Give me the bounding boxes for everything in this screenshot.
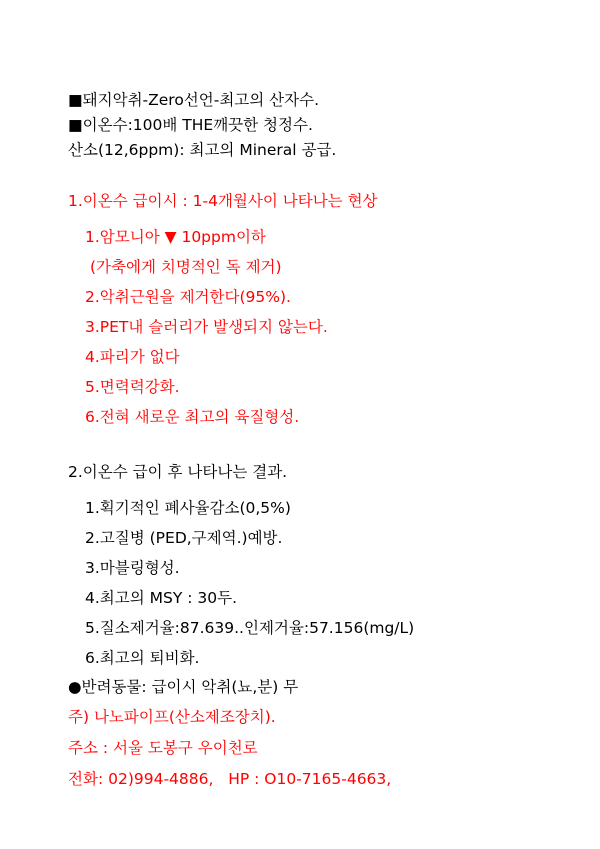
spacer-after-header: [68, 163, 600, 189]
header-line-2: ■이온수:100배 THE깨끗한 청정수.: [68, 116, 313, 134]
section-2-item-3: 3.마블링형성.: [85, 559, 180, 577]
section-1-item-2: (가축에게 치명적인 독 제거): [90, 258, 282, 276]
section-2-item-4: 4.최고의 MSY : 30두.: [85, 589, 238, 607]
section-2-item-5: 5.질소제거율:87.639..인제거율:57.156(mg/L): [85, 619, 415, 637]
section-2-item-6: 6.최고의 퇴비화.: [85, 649, 200, 667]
section-2-item-1: 1.획기적인 폐사율감소(0,5%): [85, 499, 291, 517]
section-1-item-4: 3.PET내 슬러리가 발생되지 않는다.: [85, 318, 328, 336]
pet-note: ●반려동물: 급이시 악취(뇨,분) 무: [68, 678, 299, 696]
section-1-item-3: 2.악취근원을 제거한다(95%).: [85, 288, 291, 306]
section-2: [68, 460, 600, 671]
address-line: 주소 : 서울 도봉구 우이천로: [68, 739, 258, 757]
header-line-3: 산소(12,6ppm): 최고의 Mineral 공급.: [68, 141, 337, 159]
nanopipe-note: 주) 나노파이프(산소제조장치).: [68, 708, 276, 726]
section-1: [68, 189, 600, 430]
section-1-item-1: 1.암모니아 ▼ 10ppm이하: [85, 228, 266, 246]
spacer-section1-heading: [68, 214, 600, 225]
phone-line: 전화: 02)994-4886, HP : O10-7165-4663,: [68, 770, 392, 788]
spacer-section2-heading: [68, 485, 600, 496]
section-1-item-7: 6.전혀 새로운 최고의 육질형성.: [85, 408, 300, 426]
section-1-item-5: 4.파리가 없다: [85, 348, 180, 366]
footer-block: [68, 675, 600, 792]
header-line-1: ■돼지악취-Zero선언-최고의 산자수.: [68, 91, 320, 109]
header-block: [68, 88, 600, 163]
section-1-item-6: 5.면력력강화.: [85, 378, 180, 396]
section-1-heading: 1.이온수 급이시 : 1-4개월사이 나타나는 현상: [68, 192, 378, 210]
section-2-heading: 2.이온수 급이 후 나타나는 결과.: [68, 463, 288, 481]
spacer-between-sections: [68, 430, 600, 460]
section-2-item-2: 2.고질병 (PED,구제역.)예방.: [85, 529, 283, 547]
